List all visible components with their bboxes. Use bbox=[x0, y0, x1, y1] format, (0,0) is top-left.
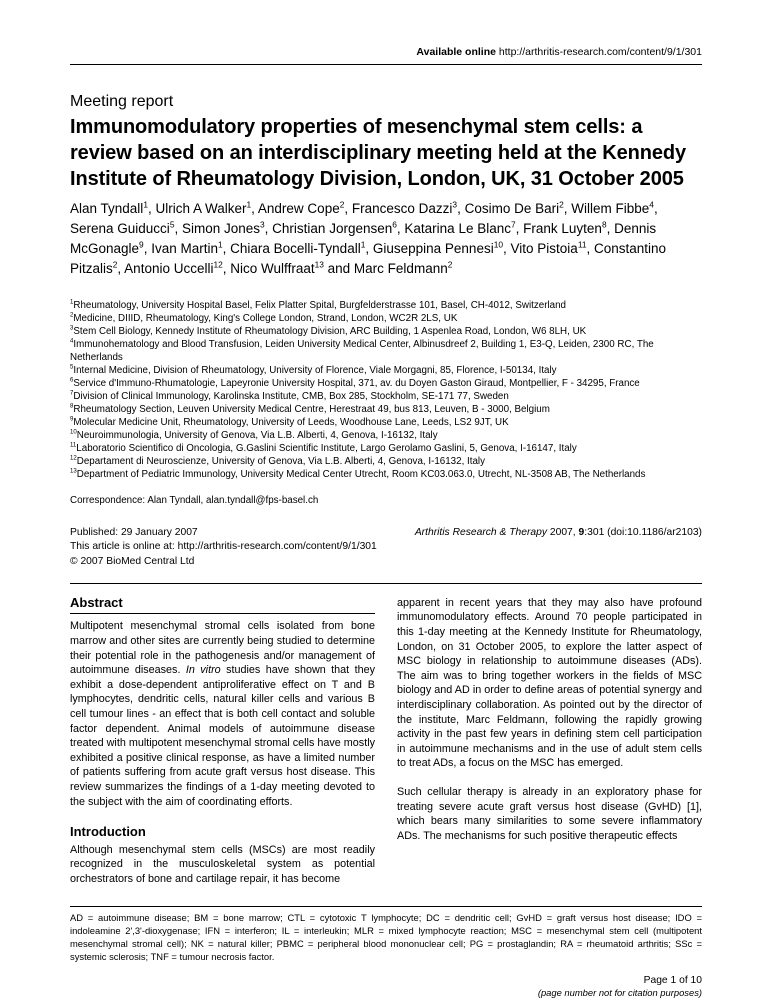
citation-note: (page number not for citation purposes) bbox=[537, 986, 702, 998]
affiliation-line: $^6$Service d'Immuno-Rhumatologie, Lapeyronie University Hospital, 371, av. du Doyen Gaston Giraud, Montpellier, F - 34295, France bbox=[70, 377, 640, 389]
affiliation-line: $^{10}$Neuroimmunologia, University of Genova, Via L.B. Alberti, 4, Genova, I-16132, Italy bbox=[70, 429, 438, 441]
right-column bbox=[397, 596, 702, 887]
article-online-url: This article is online at: http://arthritis-research.com/content/9/1/301 bbox=[70, 541, 377, 553]
section-divider bbox=[70, 583, 702, 584]
left-column bbox=[70, 596, 375, 887]
affiliation-line: $^7$Division of Clinical Immunology, Karolinska Institute, CMB, Box 285, Stockholm, SE-171 77, Sweden bbox=[70, 390, 509, 402]
body-paragraph-1: apparent in recent years that they may also have profound immunomodulatory effects. Around 70 people participated in this 1-day meeting at the Kennedy Institute for Rheumatology, London, on 31 October 2005, to explore the latter aspect of MSC biology in relationship to autoimmune diseases (ADs). The aim was to bring together workers in the fields of MSC biology and AD in order to define areas of potential synergy and interdisciplinary collaboration. As pointed out by the director of the institute, Marc Feldmann, following the rapidly growing activity in the past few years in defining stem cell participation in autoimmune mechanisms and in the use of adult stem cells to treat ADs, a focus on the MSC has emerged. bbox=[397, 596, 702, 770]
abstract-text: Multipotent mesenchymal stromal cells isolated from bone marrow and other sites are currently being studied to determine their potential role in the pathogenesis and/or management of autoimmune diseases. In vitro studies have shown that they exhibit a dose-dependent antiproliferative effect on T and B lymphocytes, dendritic cells, natural killer cells and various B cell tumour lines - an effect that is both cell contact and soluble factor dependent. Animal models of autoimmune disease treated with multipotent mesenchymal stromal cells have mostly exhibited a positive clinical response, as have a limited number of patients suffering from acute graft versus host disease. This review summarizes the findings of a 1-day meeting devoted to the subject with the aim of coordinating efforts. bbox=[70, 620, 376, 808]
article-body bbox=[70, 596, 702, 887]
author-list: Alan Tyndall$^1$, Ulrich A Walker$^1$, Andrew Cope$^2$, Francesco Dazzi$^3$, Cosimo De Bari$^2$, Willem Fibbe$^4$, Serena Guiducci$^5$, Simon Jones$^3$, Christian Jorgensen$^6$, Katarina Le Blanc$^7$, Frank Luyten$^8$, Dennis McGonagle$^9$, Ivan Martin$^1$, Chiara Bocelli-Tyndall$^1$, Giuseppina Pennesi$^{10}$, Vito Pistoia$^{11}$, Constantino Pitzalis$^2$, Antonio Uccelli$^{12}$, Nico Wulffraat$^{13}$ and Marc Feldmann$^2$ bbox=[70, 199, 667, 276]
copyright-line: © 2007 BioMed Central Ltd bbox=[70, 555, 195, 567]
correspondence-line: Correspondence: Alan Tyndall, alan.tyndall@fps-basel.ch bbox=[70, 495, 319, 506]
affiliation-line: $^{13}$Department of Pediatric Immunology, University Medical Center Utrecht, Room KC03.063.0, Utrecht, NL-3508 AB, The Netherlands bbox=[70, 468, 646, 480]
affiliation-line: $^{11}$Laboratorio Scientifico di Oncologia, G.Gaslini Scientific Institute, Largo Gerolamo Gaslini, 5, Genova, I-16147, Italy bbox=[70, 442, 577, 454]
body-paragraph-2: Such cellular therapy is already in an exploratory phase for treating severe acute graft versus host disease (GvHD) [1], which bears many similarities to some severe inflammatory ADs. The mechanisms for such positive therapeutic effects bbox=[397, 786, 702, 842]
abbreviations-text: AD = autoimmune disease; BM = bone marrow; CTL = cytotoxic T lymphocyte; DC = dendritic cell; GvHD = graft versus host disease; IDO = indoleamine 2',3'-dioxygenase; IFN = interferon; IL = interleukin; MLR = mixed lymphocyte reaction; MSC = mesenchymal stem cell (multipotent mesenchymal stromal cell); NK = natural killer; PBMC = peripheral blood mononuclear cell; PG = prostaglandin; RA = rheumatoid arthritis; SSc = systemic sclerosis; TNF = tumour necrosis factor. bbox=[70, 912, 702, 962]
affiliation-line: $^1$Rheumatology, University Hospital Basel, Felix Platter Spital, Burgfelderstrasse 101, Basel, CH-4012, Switzerland bbox=[70, 299, 566, 311]
affiliation-line: $^{12}$Departament di Neuroscienze, University of Genova, Via L.B. Alberti, 4, Genova, I-16132, Italy bbox=[70, 455, 485, 467]
publication-info-row bbox=[70, 526, 702, 569]
article-type: Meeting report bbox=[70, 93, 174, 110]
footnote-area bbox=[70, 906, 702, 998]
header-rule bbox=[70, 64, 702, 65]
available-online-line: Available online http://arthritis-research.com/content/9/1/301 bbox=[416, 46, 702, 58]
affiliation-line: $^2$Medicine, DIIID, Rheumatology, King's College London, Strand, London, WC2R 2LS, UK bbox=[70, 312, 458, 324]
affiliation-line: $^5$Internal Medicine, Division of Rheumatology, University of Florence, Viale Morgagni, 85, Florence, I-50134, Italy bbox=[70, 364, 557, 376]
abstract-heading: Abstract bbox=[70, 596, 375, 615]
footnote-rule bbox=[70, 906, 702, 907]
affiliations bbox=[70, 299, 702, 481]
affiliation-line: $^8$Rheumatology Section, Leuven University Medical Centre, Herestraat 49, bus 813, Leuven, B - 3000, Belgium bbox=[70, 403, 550, 415]
article-title: Immunomodulatory properties of mesenchymal stem cells: a review based on an interdisciplinary meeting held at the Kennedy Institute of Rheumatology Division, London, UK, 31 October 2005 bbox=[70, 116, 686, 190]
affiliation-line: $^4$Immunohematology and Blood Transfusion, Leiden University Medical Center, Albinusdreef 2, Building 1, E3-Q, Leiden, 2300 RC, The Netherlands bbox=[70, 338, 654, 363]
affiliation-line: $^9$Molecular Medicine Unit, Rheumatology, University of Leeds, Woodhouse Lane, Leeds, LS2 9JT, UK bbox=[70, 416, 509, 428]
introduction-heading: Introduction bbox=[70, 824, 146, 840]
publication-info bbox=[70, 526, 377, 569]
page-number: Page 1 of 10 bbox=[643, 974, 702, 986]
journal-citation: Arthritis Research & Therapy 2007, 9:301 (doi:10.1186/ar2103) bbox=[414, 527, 702, 538]
published-date: Published: 29 January 2007 bbox=[70, 527, 198, 538]
introduction-text: Although mesenchymal stem cells (MSCs) are most readily recognized in the musculoskeletal system as potential orchestrators of bone and cartilage repair, it has become bbox=[70, 843, 375, 885]
affiliation-line: $^3$Stem Cell Biology, Kennedy Institute of Rheumatology Division, ARC Building, 1 Aspenlea Road, London, W6 8LH, UK bbox=[70, 325, 587, 337]
